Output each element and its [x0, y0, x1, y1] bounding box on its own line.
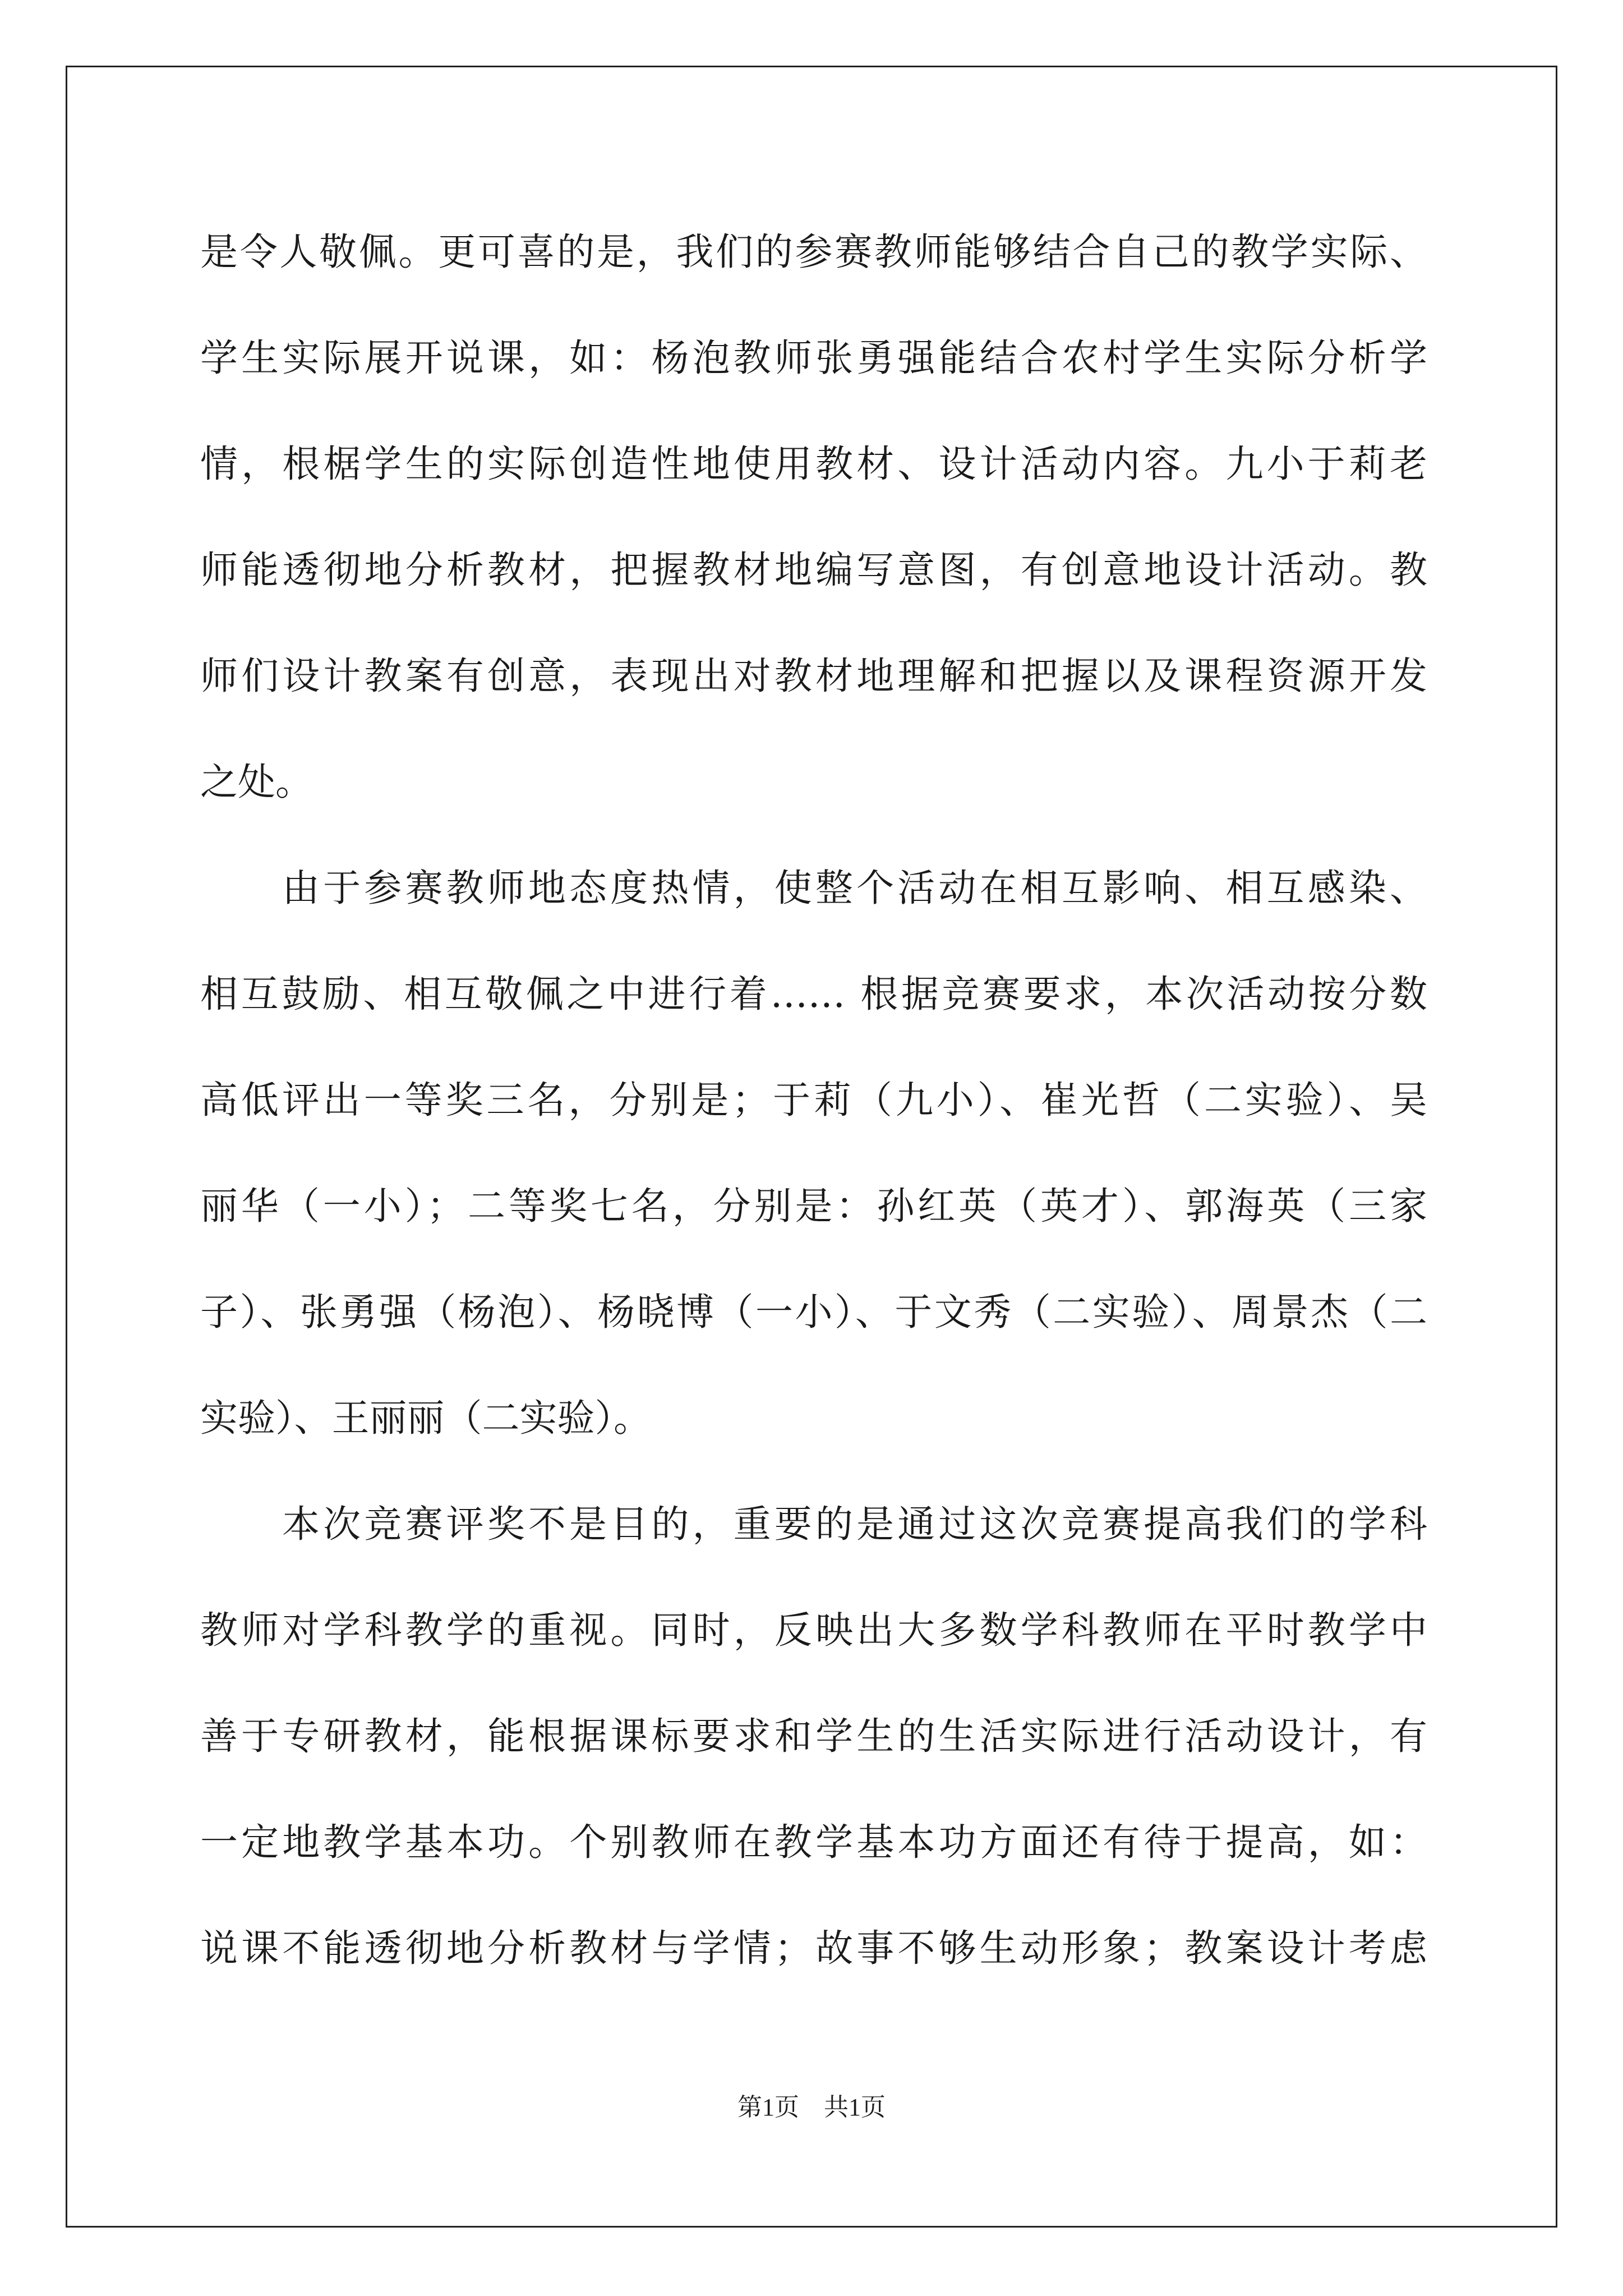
- text-line: 相互鼓励、相互敬佩之中进行着…… 根据竞赛要求，本次活动按分数: [200, 972, 1427, 1016]
- text-line: 子）、张勇强（杨泡）、杨晓博（一小）、于文秀（二实验）、周景杰（二: [200, 1290, 1427, 1334]
- text-line: 本次竞赛评奖不是目的，重要的是通过这次竞赛提高我们的学科: [282, 1502, 1427, 1546]
- text-line: 师们设计教案有创意，表现出对教材地理解和把握以及课程资源开发: [200, 654, 1427, 698]
- text-line: 说课不能透彻地分析教材与学情；故事不够生动形象；教案设计考虑: [200, 1926, 1427, 1970]
- text-line: 善于专研教材，能根据课标要求和学生的生活实际进行活动设计，有: [200, 1714, 1427, 1758]
- text-line: 是令人敬佩。更可喜的是，我们的参赛教师能够结合自己的教学实际、: [200, 230, 1427, 274]
- text-line: 一定地教学基本功。个别教师在教学基本功方面还有待于提高，如：: [200, 1820, 1427, 1864]
- text-line: 之处。: [200, 760, 313, 804]
- text-line: 高低评出一等奖三名，分别是；于莉（九小）、崔光哲（二实验）、吴: [200, 1078, 1427, 1122]
- text-line: 由于参赛教师地态度热情，使整个活动在相互影响、相互感染、: [282, 866, 1427, 910]
- text-line: 情，根椐学生的实际创造性地使用教材、设计活动内容。九小于莉老: [200, 442, 1427, 486]
- text-line: 丽华（一小）；二等奖七名，分别是：孙红英（英才）、郭海英（三家: [200, 1184, 1427, 1228]
- document-body: [200, 199, 1427, 2001]
- page-number: 第1页 共1页: [737, 2093, 886, 2121]
- text-line: 学生实际展开说课，如：杨泡教师张勇强能结合农村学生实际分析学: [200, 336, 1427, 380]
- text-line: 教师对学科教学的重视。同时，反映出大多数学科教师在平时教学中: [200, 1608, 1427, 1652]
- text-line: 师能透彻地分析教材，把握教材地编写意图，有创意地设计活动。教: [200, 548, 1427, 592]
- text-line: 实验）、王丽丽（二实验）。: [200, 1396, 651, 1440]
